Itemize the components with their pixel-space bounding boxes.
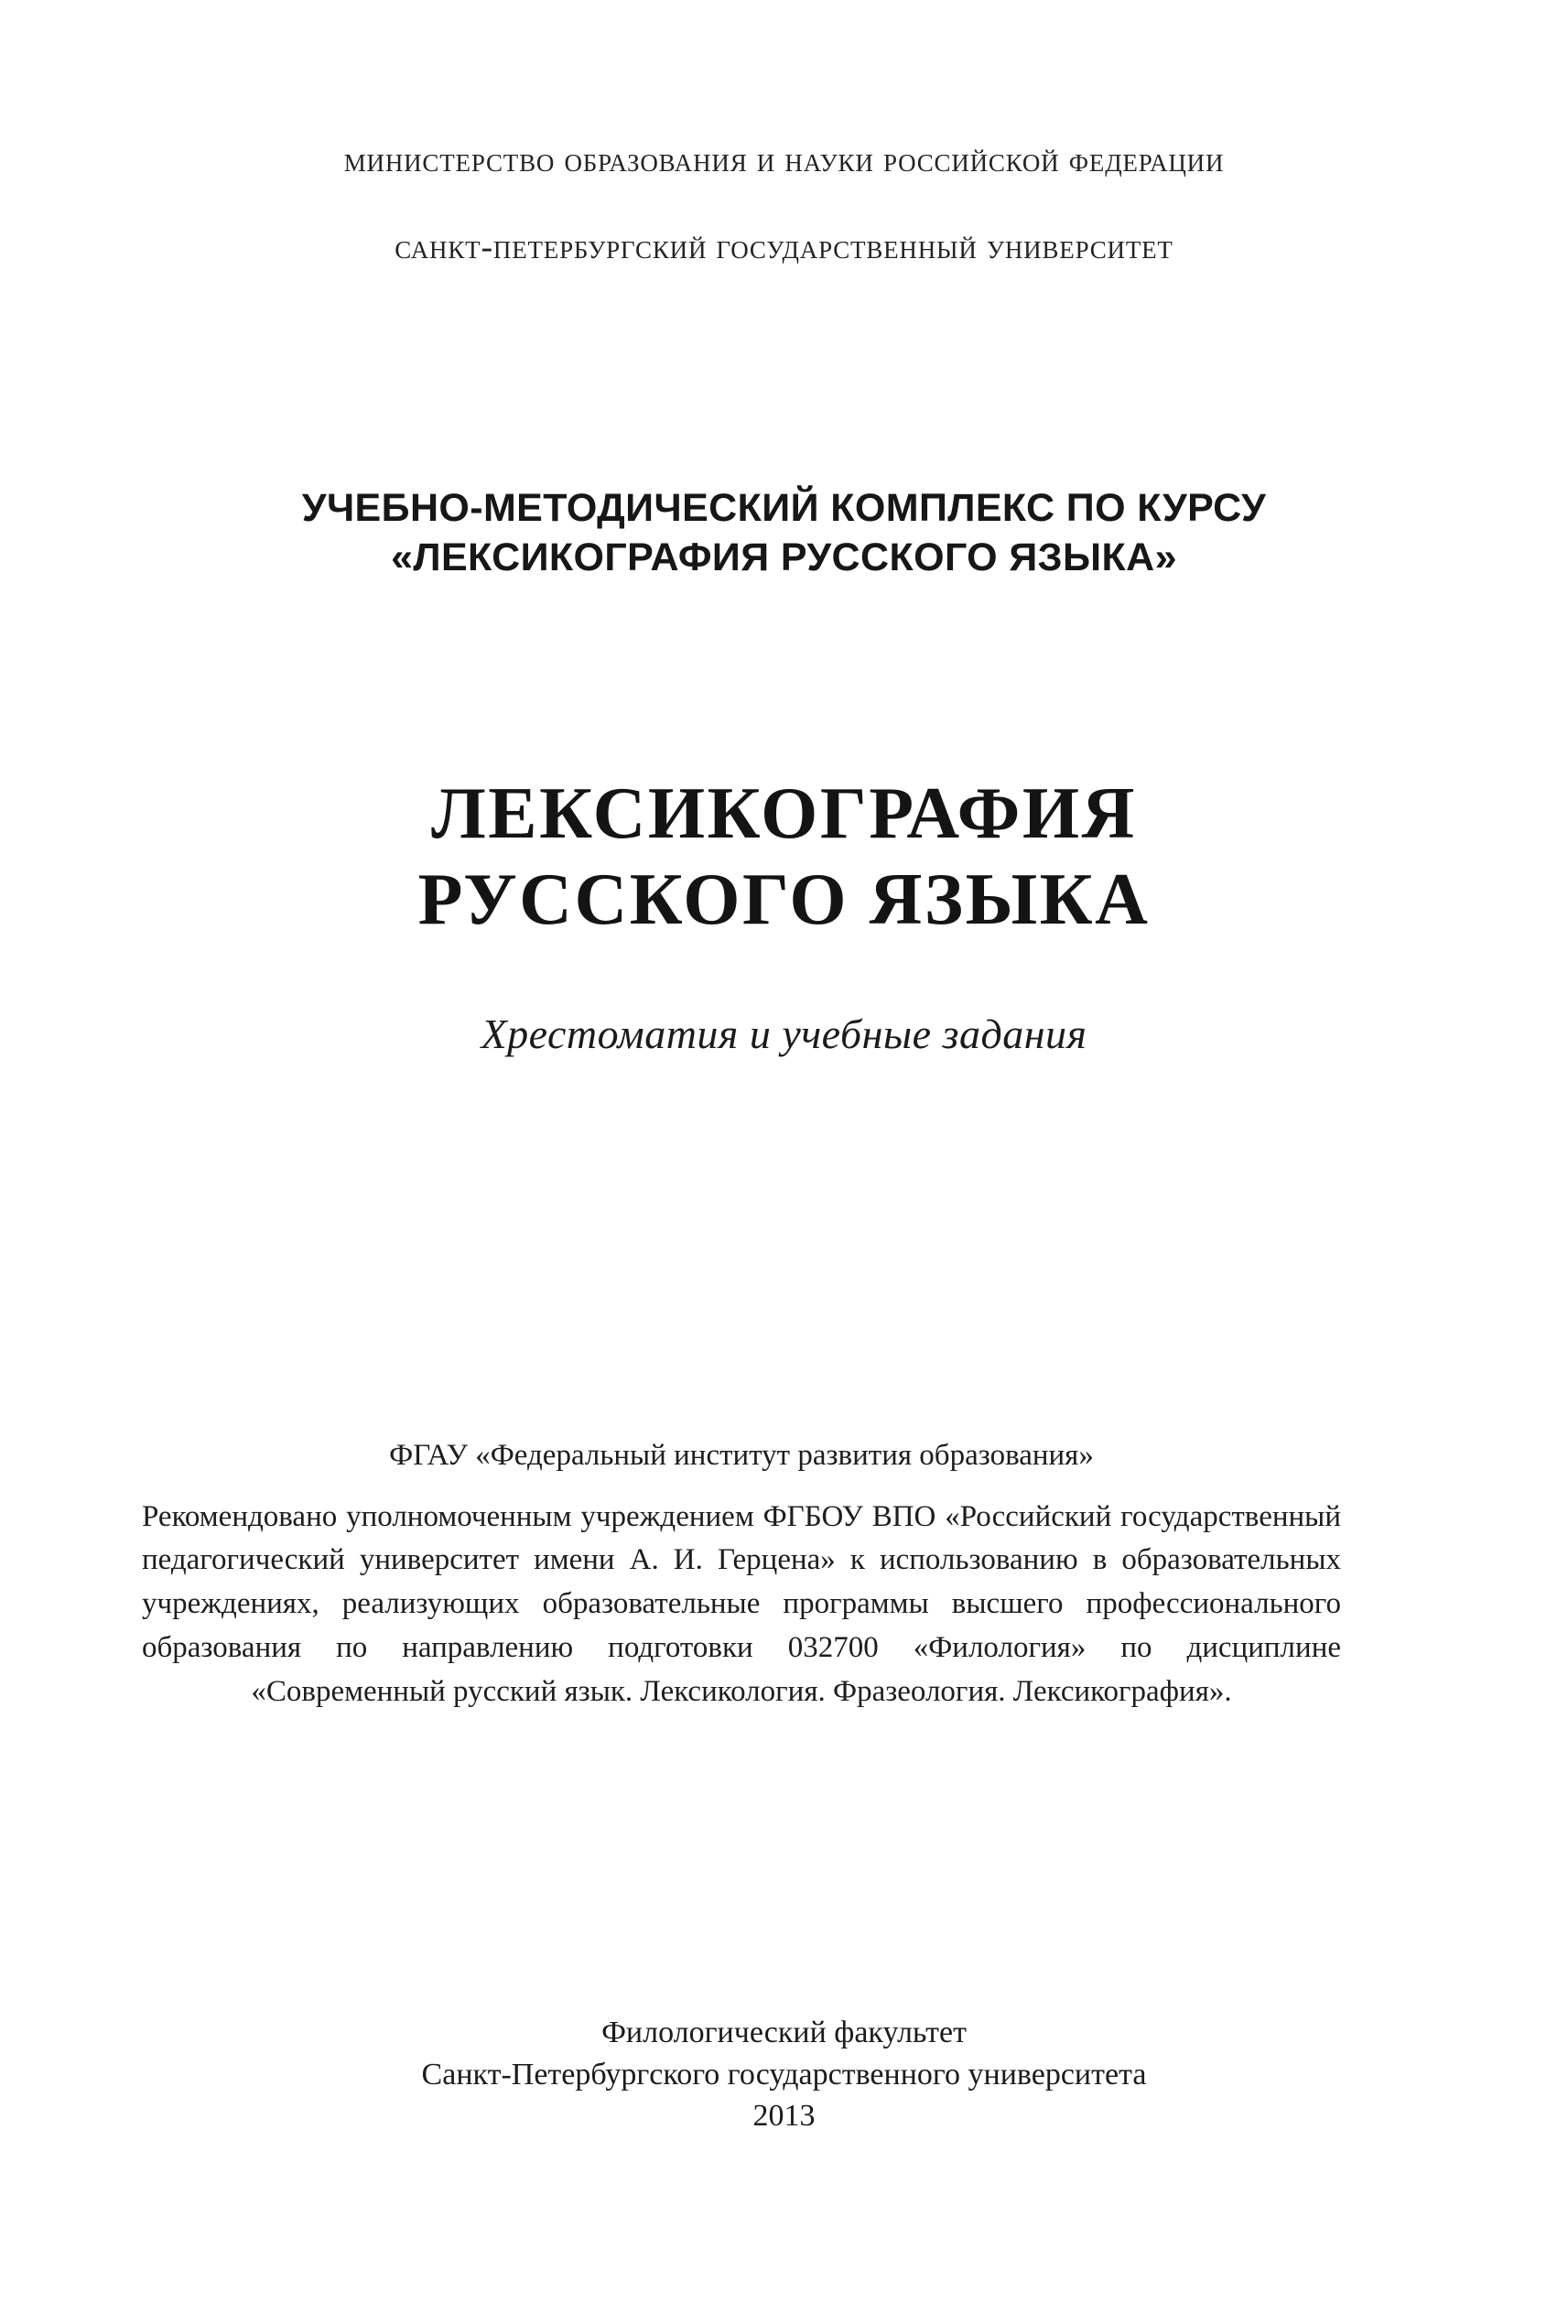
course-complex-line-1: УЧЕБНО-МЕТОДИЧЕСКИЙ КОМПЛЕКС ПО КУРСУ: [301, 486, 1267, 530]
page-title-line-2: РУССКОГО ЯЗЫКА: [417, 859, 1151, 941]
imprint-university: Санкт-Петербургского государственного университета: [421, 2057, 1147, 2092]
course-complex-line-2: «ЛЕКСИКОГРАФИЯ РУССКОГО ЯЗЫКА»: [391, 535, 1177, 580]
imprint-faculty: Филологический факультет: [601, 2016, 967, 2049]
recommendation-text: Рекомендовано уполномоченным учреждением ФГБОУ ВПО «Российский государственный педагогический университет имени А. И. Герцена» к использованию в образовательных учреждениях, реализующих образовательные программы высшего профессионального образования по направлению подготовки 032700 «Филология» по дисциплине «Современный русский язык. Лексикология. Фразеология. Лексикография».: [142, 1499, 1341, 1708]
course-complex-heading: [0, 483, 1568, 582]
imprint-block: [0, 2012, 1568, 2137]
page-title: [0, 771, 1568, 944]
page-title-line-1: ЛЕКСИКОГРАФИЯ: [431, 773, 1137, 854]
organization-header: [0, 139, 1568, 269]
page-subtitle: Хрестоматия и учебные задания: [481, 1011, 1087, 1057]
ministry-line: министерство образования и науки российской федерации: [343, 141, 1225, 179]
recommendation-block: [142, 1435, 1341, 1714]
imprint-year: 2013: [752, 2099, 816, 2134]
university-line: санкт-петербургский государственный университет: [395, 227, 1173, 266]
recommending-institute: ФГАУ «Федеральный институт развития образования»: [389, 1439, 1094, 1472]
